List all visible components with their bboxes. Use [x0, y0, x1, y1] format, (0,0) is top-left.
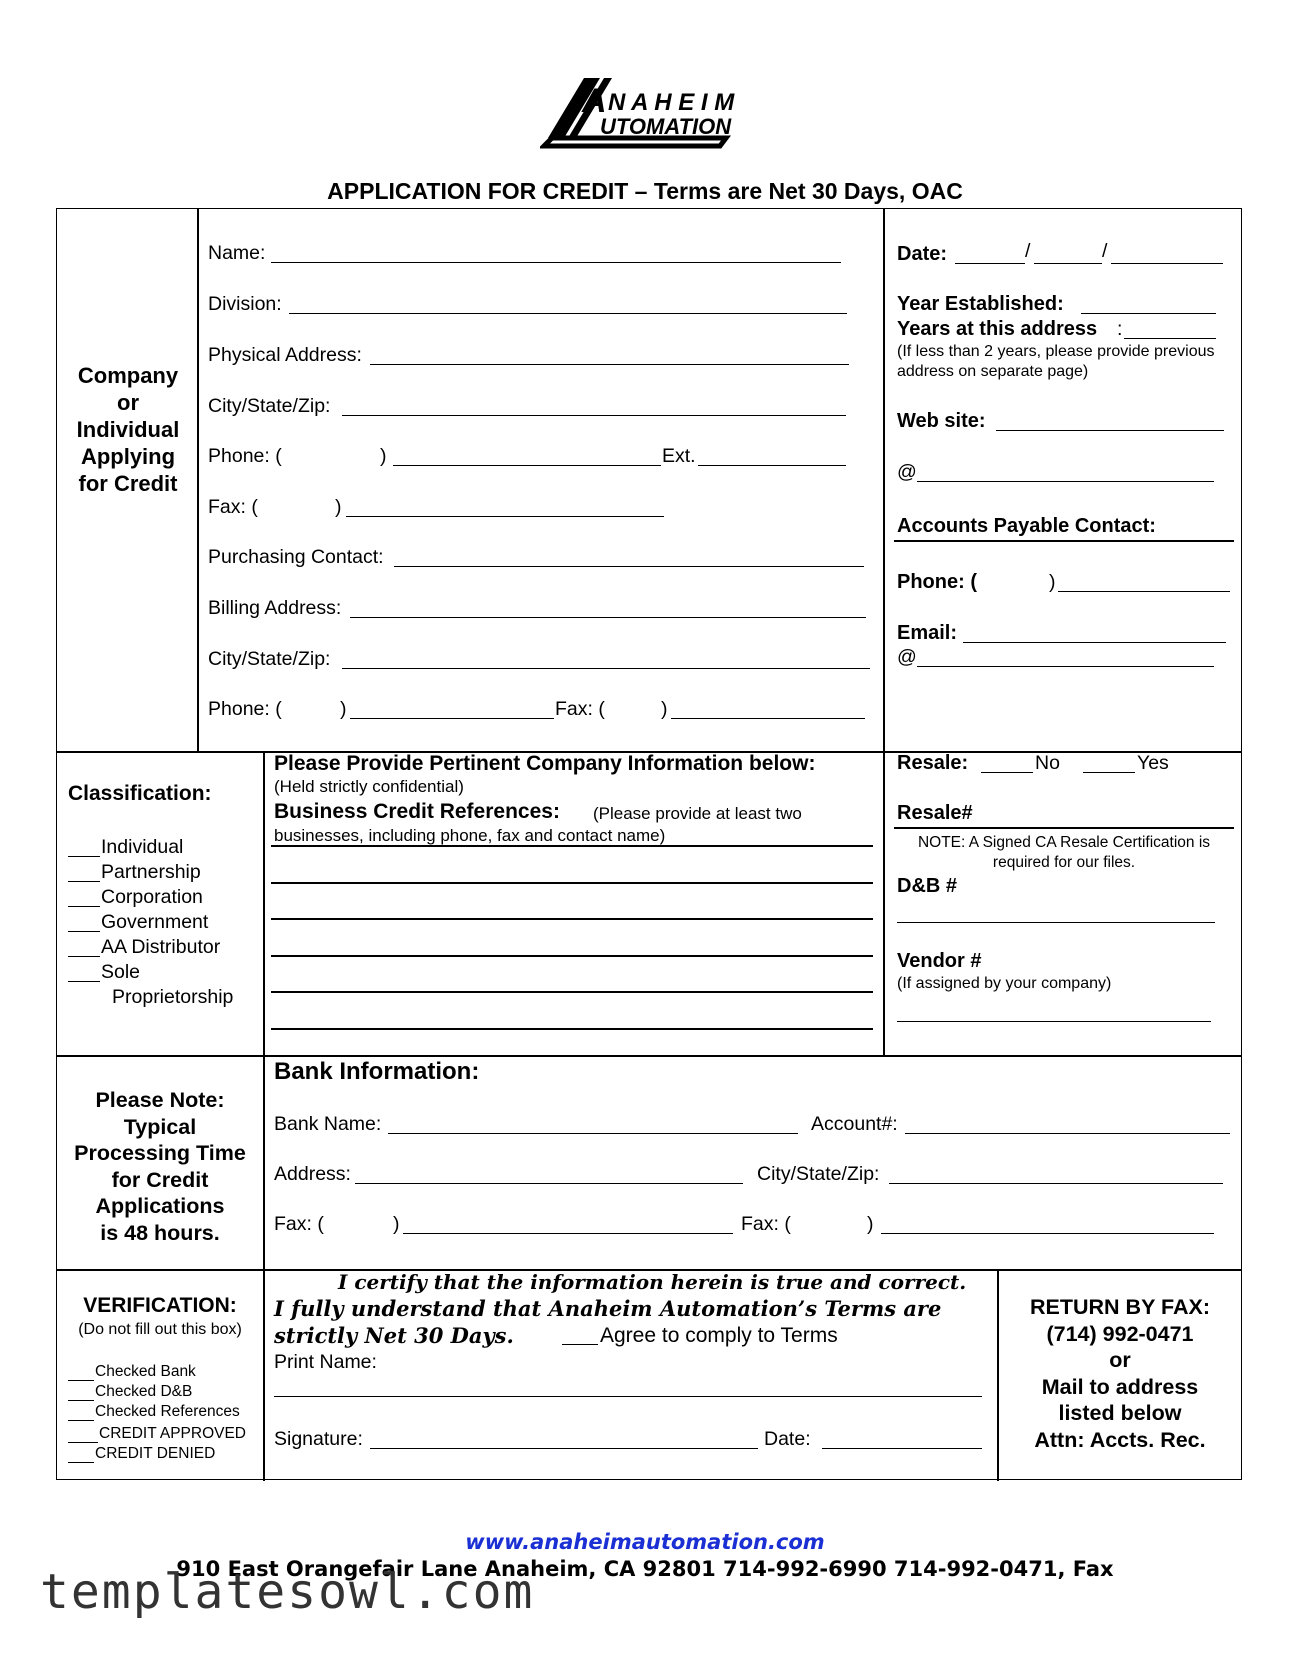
certify-line-2: I fully understand that Anaheim Automation’s Terms are	[274, 1296, 942, 1321]
bank-fax-field[interactable]	[403, 1233, 733, 1234]
resale-no-blank[interactable]	[981, 772, 1033, 773]
paren: )	[340, 698, 347, 720]
credit-denied: CREDIT DENIED	[95, 1445, 216, 1462]
check-blank[interactable]	[68, 1442, 98, 1443]
agree-blank[interactable]	[562, 1344, 598, 1345]
refs-heading: Business Credit References:	[274, 800, 560, 823]
at-label: @	[897, 461, 917, 483]
agree-label: Agree to comply to Terms	[600, 1324, 838, 1347]
refs-note: (Please provide at least two	[593, 804, 802, 823]
classification-blank[interactable]	[68, 931, 100, 932]
colon: :	[1117, 318, 1123, 340]
signature-label: Signature:	[274, 1428, 363, 1450]
year-established-field[interactable]	[1081, 313, 1216, 314]
check-references: Checked References	[95, 1403, 240, 1420]
sign-date-field[interactable]	[822, 1448, 982, 1449]
paren: )	[335, 496, 342, 518]
option-partnership: Partnership	[101, 861, 201, 883]
company-logo	[540, 72, 750, 152]
account-label: Account#:	[811, 1113, 898, 1135]
check-dnb: Checked D&B	[95, 1383, 193, 1400]
name-field[interactable]	[271, 262, 841, 263]
footer-website-link[interactable]: www.anaheimautomation.com	[465, 1530, 825, 1554]
website-field[interactable]	[996, 430, 1224, 431]
no-fill-note: (Do not fill out this box)	[78, 1321, 242, 1338]
option-government: Government	[101, 911, 209, 933]
reference-line[interactable]	[271, 882, 873, 884]
resale-yes: Yes	[1137, 752, 1169, 774]
check-blank[interactable]	[68, 1400, 94, 1401]
vendor-field[interactable]	[897, 1021, 1211, 1022]
reference-line[interactable]	[271, 1028, 873, 1030]
ap-phone-field[interactable]	[1058, 591, 1230, 592]
ext-field[interactable]	[698, 465, 846, 466]
billing-address-field[interactable]	[350, 617, 866, 618]
email-label: Email:	[897, 622, 958, 644]
check-blank[interactable]	[68, 1380, 94, 1381]
paren: )	[393, 1213, 400, 1235]
dnb-field[interactable]	[897, 922, 1215, 923]
billing-fax-field[interactable]	[671, 718, 865, 719]
name-label: Name:	[208, 242, 266, 264]
phone-label: Phone: (	[208, 445, 282, 467]
bank-address-field[interactable]	[355, 1183, 743, 1184]
ext-label: Ext.	[662, 445, 696, 467]
verification-label: VERIFICATION:	[83, 1294, 237, 1317]
account-field[interactable]	[905, 1133, 1230, 1134]
resale-note: NOTE: A Signed CA Resale Certification is	[917, 834, 1211, 851]
bank-city-label: City/State/Zip:	[757, 1163, 880, 1185]
ap-contact-rule	[894, 540, 1234, 542]
fax-field[interactable]	[346, 516, 664, 517]
classification-blank[interactable]	[68, 956, 100, 957]
check-blank[interactable]	[68, 1420, 94, 1421]
bank-name-field[interactable]	[388, 1133, 798, 1134]
years-note: (If less than 2 years, please provide previous	[897, 343, 1215, 360]
resale-note: required for our files.	[992, 854, 1136, 871]
at-field[interactable]	[917, 481, 1214, 482]
credit-approved: CREDIT APPROVED	[99, 1425, 247, 1442]
option-sole: Sole	[101, 961, 141, 983]
reference-line[interactable]	[271, 918, 873, 920]
applicant-side-label: Company or Individual Applying for Credit	[76, 363, 180, 496]
check-bank: Checked Bank	[95, 1363, 196, 1380]
date-sep: /	[1025, 240, 1031, 262]
physical-address-label: Physical Address:	[208, 344, 362, 366]
paren: )	[867, 1213, 874, 1235]
reference-line[interactable]	[271, 845, 873, 847]
vendor-note: (If assigned by your company)	[897, 975, 1112, 992]
division-field[interactable]	[289, 313, 847, 314]
svg-text:N A H E I M: N A H E I M	[608, 89, 735, 116]
email-field[interactable]	[963, 642, 1226, 643]
watermark: templatesowl.com	[40, 1564, 535, 1620]
classification-blank[interactable]	[68, 981, 100, 982]
return-instructions: RETURN BY FAX: (714) 992-0471 or Mail to address listed below Attn: Accts. Rec.	[1030, 1295, 1210, 1452]
city-state-zip-label: City/State/Zip:	[208, 395, 331, 417]
reference-line[interactable]	[271, 991, 873, 993]
classification-label: Classification:	[68, 782, 212, 805]
date-day-field[interactable]	[1034, 263, 1102, 264]
print-name-field[interactable]	[274, 1396, 982, 1397]
page-title: APPLICATION FOR CREDIT – Terms are Net 30 Days, OAC	[327, 178, 963, 204]
billing-fax-label: Fax: (	[555, 698, 605, 720]
purchasing-contact-field[interactable]	[394, 566, 864, 567]
check-blank[interactable]	[68, 1462, 94, 1463]
billing-phone-field[interactable]	[350, 718, 554, 719]
refs-note: businesses, including phone, fax and contact name)	[274, 826, 666, 845]
bank-fax-label: Fax: (	[274, 1213, 324, 1235]
option-proprietorship: Proprietorship	[112, 986, 234, 1008]
years-at-address-field[interactable]	[1124, 338, 1216, 339]
option-individual: Individual	[101, 836, 184, 858]
paren: )	[380, 445, 387, 467]
svg-text:UTOMATION: UTOMATION	[600, 114, 732, 139]
date-sep: /	[1102, 240, 1108, 262]
confidential-note: (Held strictly confidential)	[274, 777, 464, 796]
date-label: Date:	[897, 243, 948, 265]
resale-yes-blank[interactable]	[1083, 772, 1135, 773]
bank-fax2-label: Fax: (	[741, 1213, 791, 1235]
print-name-label: Print Name:	[274, 1351, 377, 1373]
option-corporation: Corporation	[101, 886, 203, 908]
ap-contact-label: Accounts Payable Contact:	[897, 515, 1156, 537]
email-at-label: @	[897, 646, 917, 668]
city-state-zip-field[interactable]	[342, 415, 846, 416]
date-year-field[interactable]	[1111, 263, 1223, 264]
billing-city-field[interactable]	[342, 668, 870, 669]
year-established-label: Year Established:	[897, 293, 1064, 315]
bank-city-field[interactable]	[889, 1183, 1223, 1184]
website-label: Web site:	[897, 410, 986, 432]
division-label: Division:	[208, 293, 282, 315]
resale-no: No	[1035, 752, 1060, 774]
years-at-address-label: Years at this address	[897, 318, 1098, 340]
certify-line-3: strictly Net 30 Days.	[274, 1323, 514, 1348]
paren: )	[661, 698, 668, 720]
bank-heading: Bank Information:	[274, 1058, 480, 1085]
classification-blank[interactable]	[68, 881, 100, 882]
certify-line-1: I certify that the information herein is true and correct.	[338, 1270, 967, 1294]
resale-number-label: Resale#	[897, 802, 973, 824]
sign-date-label: Date:	[764, 1428, 811, 1450]
processing-note: Please Note: Typical Processing Time for Credit Applications is 48 hours.	[74, 1088, 246, 1245]
resale-label: Resale:	[897, 752, 969, 774]
classification-blank[interactable]	[68, 856, 100, 857]
ap-phone-label: Phone: (	[897, 571, 977, 593]
bank-name-label: Bank Name:	[274, 1113, 382, 1135]
email-at-field[interactable]	[917, 666, 1214, 667]
fax-label: Fax: (	[208, 496, 258, 518]
bank-fax2-field[interactable]	[881, 1233, 1214, 1234]
years-note: address on separate page)	[897, 363, 1089, 380]
physical-address-field[interactable]	[370, 364, 849, 365]
bank-address-label: Address:	[274, 1163, 351, 1185]
option-aa-distributor: AA Distributor	[101, 936, 221, 958]
signature-field[interactable]	[370, 1448, 758, 1449]
info-heading: Please Provide Pertinent Company Information below:	[274, 752, 816, 775]
purchasing-contact-label: Purchasing Contact:	[208, 546, 384, 568]
dnb-label: D&B #	[897, 875, 958, 897]
svg-text:A: A	[582, 82, 607, 120]
phone-field[interactable]	[393, 465, 661, 466]
reference-line[interactable]	[271, 955, 873, 957]
vendor-label: Vendor #	[897, 950, 982, 972]
resale-number-field[interactable]	[894, 827, 1234, 829]
date-month-field[interactable]	[955, 263, 1025, 264]
billing-phone-label: Phone: (	[208, 698, 282, 720]
billing-city-label: City/State/Zip:	[208, 648, 331, 670]
classification-blank[interactable]	[68, 906, 100, 907]
footer-address: 910 East Orangefair Lane Anaheim, CA 92801 714-992-6990 714-992-0471, Fax	[176, 1557, 1114, 1581]
paren: )	[1049, 571, 1056, 593]
billing-address-label: Billing Address:	[208, 597, 342, 619]
